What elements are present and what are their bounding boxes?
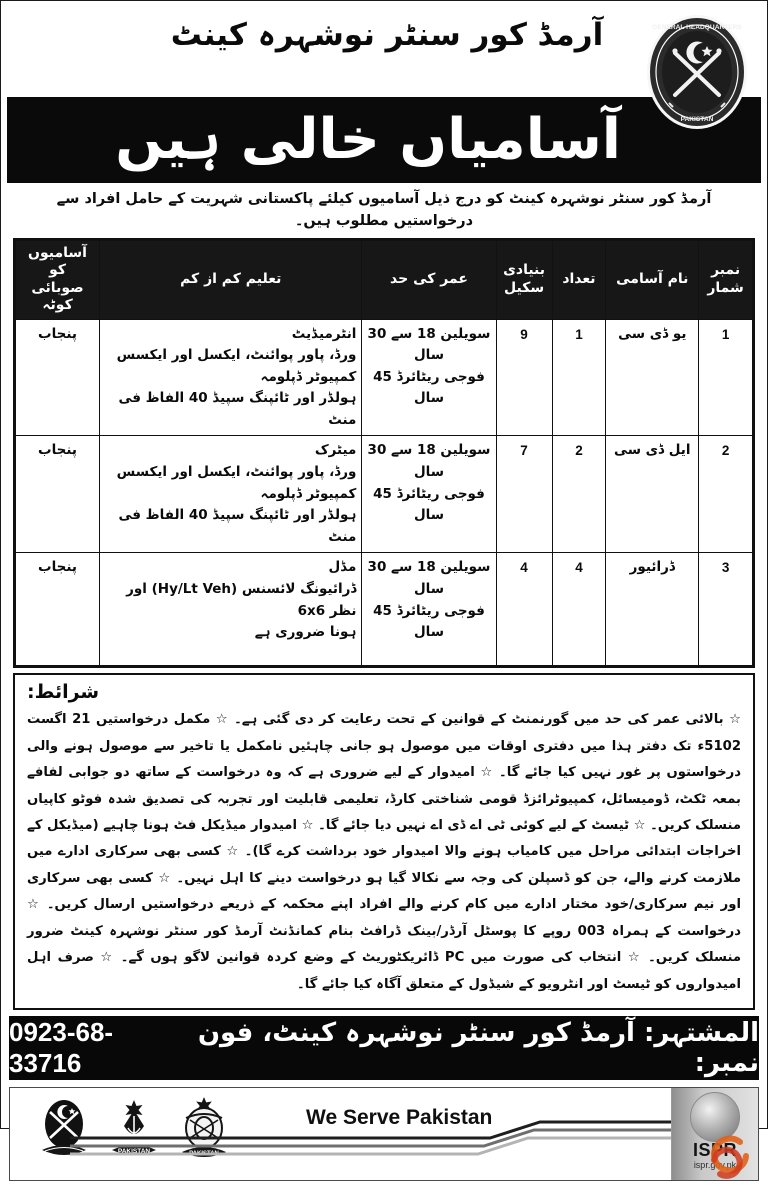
column-header-scale: بنیادی سکیل bbox=[496, 240, 552, 319]
education-line-3: ہونا ضروری ہے bbox=[254, 624, 357, 641]
column-header-post: نام آسامی bbox=[606, 240, 699, 319]
phone-number: 0923-68-33716 bbox=[9, 1016, 114, 1078]
table-header-row bbox=[16, 240, 753, 319]
table-row bbox=[16, 436, 753, 553]
cell-quota: پنجاب bbox=[16, 553, 100, 666]
header-band bbox=[1, 1, 767, 123]
education-line-1: میٹرک bbox=[314, 442, 357, 459]
column-header-serial: نمبر شمار bbox=[699, 240, 753, 319]
age-retired: فوجی ریٹائرڈ 45 سال bbox=[373, 368, 485, 407]
vacancies-table-container bbox=[13, 238, 755, 669]
cell-vacancies: 1 bbox=[552, 319, 606, 436]
cell-education bbox=[100, 436, 362, 553]
age-retired: فوجی ریٹائرڈ 45 سال bbox=[373, 602, 485, 641]
conditions-heading: شرائط: bbox=[27, 681, 100, 704]
svg-text:PAKISTAN: PAKISTAN bbox=[189, 1150, 219, 1157]
cell-scale: 4 bbox=[496, 553, 552, 666]
age-civilian: سویلین 18 سے 30 سال bbox=[367, 442, 491, 481]
cell-serial: 2 bbox=[699, 436, 753, 553]
cell-education bbox=[100, 319, 362, 436]
cell-post: ڈرائیور bbox=[606, 553, 699, 666]
ispr-footer bbox=[9, 1087, 759, 1181]
column-header-vacancies: تعداد bbox=[552, 240, 606, 319]
svg-text:PAKISTAN: PAKISTAN bbox=[117, 1147, 151, 1155]
conditions-section bbox=[13, 673, 755, 1009]
cell-age bbox=[362, 553, 496, 666]
cell-vacancies: 4 bbox=[552, 553, 606, 666]
ghq-seal-logo bbox=[645, 13, 749, 131]
cell-serial: 3 bbox=[699, 553, 753, 666]
age-civilian: سویلین 18 سے 30 سال bbox=[367, 325, 491, 364]
education-line-2: ڈرائیونگ لائسنس (Hy/Lt Veh) اور نظر 6x6 bbox=[126, 581, 357, 619]
cell-post: ایل ڈی سی bbox=[606, 436, 699, 553]
table-row bbox=[16, 553, 753, 666]
cell-scale: 9 bbox=[496, 319, 552, 436]
ispr-swirl-watermark-icon bbox=[700, 1130, 756, 1186]
cell-serial: 1 bbox=[699, 319, 753, 436]
cell-age bbox=[362, 319, 496, 436]
ispr-label: ISPR bbox=[692, 1139, 737, 1160]
column-header-age: عمر کی حد bbox=[362, 240, 496, 319]
cell-quota: پنجاب bbox=[16, 436, 100, 553]
cell-quota: پنجاب bbox=[16, 319, 100, 436]
vacancies-table bbox=[15, 240, 753, 667]
age-civilian: سویلین 18 سے 30 سال bbox=[367, 559, 491, 598]
page-title: آسامیاں خالی ہیں bbox=[115, 107, 621, 172]
conditions-text: ☆ بالائی عمر کی حد میں گورنمنٹ کے قوانین کے تحت رعایت کر دی گئی ہے۔ ☆ مکمل درخواستیں 12 اگست 2015ء تک دفتر ہذا میں دفتری اوقات میں موصول ہو جانی چاہئیں نامکمل یا تاخیر سے موصول ہونے والی درخواستوں پر غور نہیں کیا جائے گا۔ ☆ امیدوار کے لیے ضروری ہے کہ وہ درخواست کے ساتھ دو جوابی لفافے بمعہ ٹکٹ، ڈومیسائل، کمپیوٹرائزڈ قومی شناختی کارڈ، تعلیمی قابلیت اور تجربہ کی تصدیق شدہ فوٹو کاپیاں منسلک کریں۔ ☆ ٹیسٹ کے لیے کوئی ٹی اے ڈی اے نہیں دیا جائے گا۔ ☆ امیدوار میڈیکل فٹ ہونا چاہیے (میڈیکل کے اخراجات ابتدائی مراحل میں کامیاب ہونے والا امیدوار خود برداشت کرے گا)۔ ☆ کسی بھی سرکاری ادارے میں ملازمت کرنے والے، جن کو ڈسپلن کی وجہ سے نکالا گیا ہو درخواست دینے کا اہل نہیں۔ ☆ کسی بھی سرکاری اور نیم سرکاری/خود مختار ادارے میں کام کرنے والے افراد اپنے محکمہ کے ذریعے درخواستیں ارسال کریں۔ ☆ درخواست کے ہمراہ 300 روپے کا پوسٹل آرڈر/بینک ڈرافٹ بنام کمانڈنٹ آرمڈ کور سنٹر نوشہرہ کینٹ ضرور منسلک کریں۔ ☆ انتخاب کی صورت میں CP ڈائریکٹوریٹ کے وضع کردہ قوانین لاگو ہوں گے۔ ☆ صرف اہل امیدواروں کو ٹیسٹ اور انٹرویو کے شیڈول کے متعلق آگاہ کیا جائے گا۔ bbox=[27, 712, 741, 992]
cell-education bbox=[100, 553, 362, 666]
education-line-3: ہولڈر اور ٹائپنگ سپیڈ 40 الفاظ فی منٹ bbox=[118, 390, 357, 428]
education-line-2: ورڈ، پاور پوائنٹ، ایکسل اور ایکسس کمپیوٹر ڈپلومہ bbox=[116, 464, 357, 502]
age-retired: فوجی ریٹائرڈ 45 سال bbox=[373, 485, 485, 524]
education-line-2: ورڈ، پاور پوائنٹ، ایکسل اور ایکسس کمپیوٹر ڈپلومہ bbox=[116, 347, 357, 385]
cell-scale: 7 bbox=[496, 436, 552, 553]
advertiser-label: المشتہر: آرمڈ کور سنٹر نوشہرہ کینٹ، فون نمبر: bbox=[197, 1017, 759, 1078]
education-line-1: مڈل bbox=[328, 559, 357, 576]
advertiser-contact-band bbox=[9, 1016, 759, 1080]
cell-vacancies: 2 bbox=[552, 436, 606, 553]
table-row bbox=[16, 319, 753, 436]
intro-text: آرمڈ کور سنٹر نوشہرہ کینٹ کو درج ذیل آسامیوں کیلئے پاکستانی شہریت کے حامل افراد سے درخواستیں مطلوب ہیں۔ bbox=[56, 191, 712, 229]
cell-age bbox=[362, 436, 496, 553]
slogan-text: We Serve Pakistan bbox=[306, 1105, 493, 1129]
education-line-3: ہولڈر اور ٹائپنگ سپیڈ 40 الفاظ فی منٹ bbox=[118, 507, 357, 545]
seal-bottom-text: PAKISTAN bbox=[680, 116, 714, 123]
column-header-education: تعلیم کم از کم bbox=[100, 240, 362, 319]
education-line-1: انٹرمیڈیٹ bbox=[291, 325, 357, 342]
cell-post: یو ڈی سی bbox=[606, 319, 699, 436]
decorative-swoosh-lines bbox=[70, 1128, 690, 1174]
ispr-website-url: ispr.gov.pk bbox=[693, 1159, 737, 1170]
organization-title: آرمڈ کور سنٹر نوشہرہ کینٹ bbox=[170, 17, 604, 53]
column-header-quota: آسامیوں کو صوبائی کوٹہ bbox=[16, 240, 100, 319]
seal-top-text: GENERAL HEADQUARTERS bbox=[652, 24, 742, 31]
